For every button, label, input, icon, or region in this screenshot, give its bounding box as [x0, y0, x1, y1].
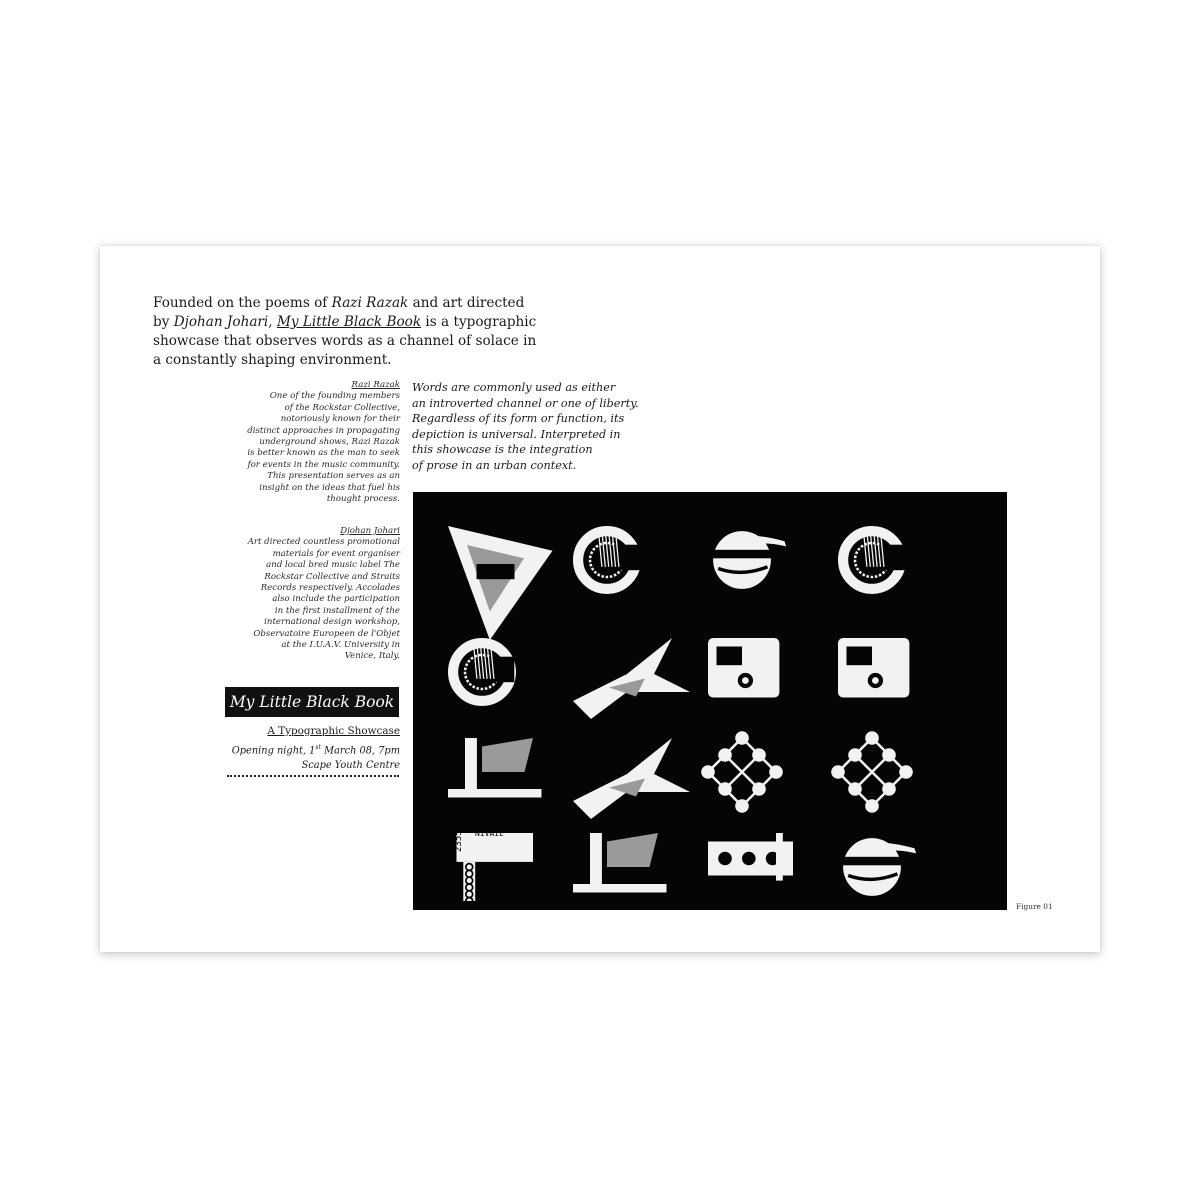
- bio-line: distinct approaches in propagating: [247, 425, 400, 436]
- bio-line: for events in the music community.: [247, 459, 400, 470]
- bio-line: This presentation serves as an: [267, 471, 400, 482]
- quote-line: this showcase is the integration: [412, 443, 593, 457]
- quote-line: of prose in an urban context.: [412, 458, 577, 472]
- glyph-porthole: [718, 852, 732, 866]
- bio-line: materials for event organiser: [272, 548, 400, 559]
- art-director-name: Djohan Johari: [173, 314, 269, 330]
- glyph-cell-r2-c3: [708, 638, 779, 698]
- showcase-quote: [412, 380, 672, 474]
- intro-line-4: a constantly shaping environment.: [153, 352, 392, 368]
- opening-date-prefix: Opening night, 1: [231, 745, 316, 757]
- bio-line: in the first installment of the: [274, 605, 400, 616]
- glyph-cutout: [881, 545, 910, 571]
- quote-line: Regardless of its form or function, its: [412, 412, 625, 426]
- glyph-base: [573, 884, 667, 893]
- event-details: [210, 740, 400, 773]
- bio-line: One of the founding members: [269, 391, 400, 402]
- book-title-inline: My Little Black Book: [276, 314, 422, 330]
- bio-name: Razi Razak: [351, 380, 400, 390]
- quote-line: an introverted channel or one of liberty.: [412, 396, 639, 410]
- glyph-porthole: [742, 852, 756, 866]
- glyph-cell-r2-c4: [838, 638, 909, 698]
- glyph-notch: [717, 647, 743, 666]
- opening-night-line: [210, 740, 400, 758]
- intro-line-1: [153, 294, 553, 313]
- bio-line: thought process.: [326, 494, 400, 505]
- glyph-stem: [465, 738, 477, 789]
- venue-line: Scape Youth Centre: [301, 760, 400, 772]
- bio-line: international design workshop,: [264, 617, 400, 628]
- glyph-band: [713, 550, 771, 559]
- dotted-divider: [227, 775, 399, 777]
- date-ordinal: st: [315, 744, 321, 751]
- glyph-stamp-number: 2355: [454, 830, 464, 852]
- intro-line-2: [153, 313, 553, 332]
- quote-line: Words are commonly used as either: [412, 381, 616, 394]
- bio-line: of the Rockstar Collective,: [284, 402, 400, 413]
- glyph-grid-image: [413, 492, 1007, 910]
- bio-djohan-johari: [210, 526, 400, 663]
- bio-line: at the I.U.A.V. University in: [281, 640, 400, 651]
- bio-line: notoriously known for their: [280, 414, 400, 425]
- bio-line: Art directed countless promotional: [247, 537, 400, 548]
- bio-line: also include the participation: [272, 594, 400, 605]
- intro-line-3: showcase that observes words as a channel of solace in: [153, 333, 537, 349]
- bio-line: Observatoire Europeen de l'Objet: [253, 628, 400, 639]
- intro-text: and art directed: [408, 295, 525, 311]
- event-subtitle: A Typographic Showcase: [267, 725, 400, 737]
- opening-date-suffix: March 08, 7pm: [320, 745, 400, 757]
- bio-line: Rockstar Collective and Straits: [264, 571, 400, 582]
- glyph-post: [776, 833, 783, 881]
- intro-text: ,: [268, 314, 277, 330]
- poet-name: Razi Razak: [331, 295, 409, 311]
- bio-line: is better known as the man to seek: [247, 448, 400, 459]
- glyph-hole-core: [742, 677, 749, 684]
- bio-line: and local bred music label The: [266, 560, 400, 571]
- glyph-window: [477, 564, 515, 579]
- intro-text: is a typographic: [421, 314, 537, 330]
- figure-caption: Figure 01: [1016, 902, 1053, 911]
- intro-paragraph: [153, 294, 553, 370]
- bio-name: Djohan Johari: [340, 526, 400, 536]
- glyph-base: [448, 789, 542, 798]
- poster-sheet: [100, 246, 1100, 952]
- quote-line: depiction is universal. Interpreted in: [412, 427, 621, 441]
- glyph-band: [843, 857, 901, 866]
- glyph-stamp-word: NIVAIE: [475, 829, 504, 838]
- glyph-cutout: [616, 545, 645, 571]
- glyph-notch: [847, 647, 873, 666]
- typographic-figure: [413, 492, 1007, 910]
- intro-text: Founded on the poems of: [153, 295, 332, 311]
- bio-razi-razak: [210, 380, 400, 505]
- bio-line: Venice, Italy.: [344, 651, 400, 662]
- intro-text: by: [153, 314, 174, 330]
- bio-line: insight on the ideas that fuel his: [259, 482, 400, 493]
- glyph-stem: [590, 833, 602, 884]
- glyph-hole-core: [872, 677, 879, 684]
- event-title-box: My Little Black Book: [225, 687, 399, 717]
- bio-line: Records respectively. Accolades: [260, 583, 400, 594]
- bio-line: underground shows, Razi Razak: [259, 437, 400, 448]
